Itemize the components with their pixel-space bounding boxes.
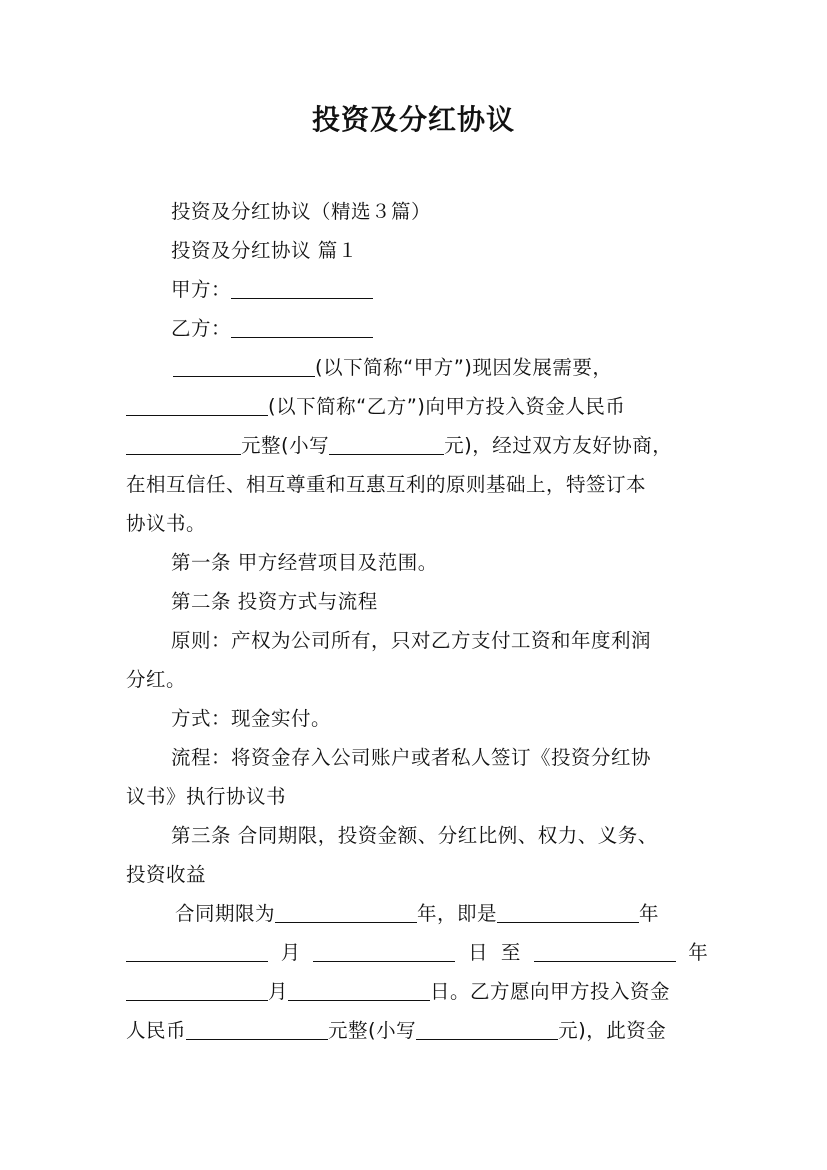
document-title: 投资及分红协议 — [311, 103, 515, 136]
term-year-that-is: 年，即是 — [417, 902, 498, 925]
party-b-blank — [231, 315, 373, 338]
term-day-invest: 日。乙方愿向甲方投入资金 — [430, 980, 671, 1003]
subtitle: 投资及分红协议（精选３篇） — [171, 200, 432, 223]
section-heading: 投资及分红协议 篇１ — [171, 239, 358, 262]
method-paragraph: 方式：现金实付。 — [171, 707, 332, 730]
process-paragraph — [126, 738, 706, 816]
article-3-paragraph — [126, 816, 706, 894]
party-a-name-blank — [173, 354, 315, 377]
intro-a-ref: (以下简称“甲方”)现因发展需要， — [315, 356, 613, 379]
article-3-line-2: 投资收益 — [126, 863, 207, 886]
intro-line-5: 协议书。 — [126, 512, 207, 535]
term-year2-label: 年 — [688, 941, 709, 964]
term-end-day-blank — [288, 978, 430, 1001]
intro-line-1 — [126, 348, 706, 387]
term-rmb-label: 人民币 — [126, 1019, 187, 1042]
term-end-year-blank — [534, 939, 676, 962]
article-2: 第二条 投资方式与流程 — [171, 590, 378, 613]
invest-amount-blank — [186, 1017, 328, 1040]
term-period-label: 合同期限为 — [175, 902, 276, 925]
amount-blank — [126, 432, 241, 455]
intro-line-3 — [126, 426, 706, 465]
invest-amount-lower-blank — [416, 1017, 558, 1040]
term-start-year-blank — [497, 900, 639, 923]
amount-lower-blank — [329, 432, 444, 455]
term-day-to-label: 日 至 — [468, 941, 521, 964]
term-yuan-whole: 元整(小写 — [328, 1019, 417, 1042]
intro-line-4: 在相互信任、相互尊重和互惠互利的原则基础上，特签订本 — [126, 473, 647, 496]
party-a-line — [126, 270, 706, 309]
term-start-day-blank — [313, 939, 455, 962]
term-year-label: 年 — [639, 902, 660, 925]
principle-paragraph — [126, 621, 706, 699]
intro-paragraph — [126, 348, 706, 543]
party-b-label: 乙方： — [171, 317, 232, 340]
party-b-line — [126, 309, 706, 348]
term-line-2 — [126, 933, 709, 972]
term-line-4 — [126, 1011, 706, 1050]
term-end-month-blank — [126, 978, 268, 1001]
principle-line-1: 原则：产权为公司所有，只对乙方支付工资和年度利润 — [171, 629, 652, 652]
term-line-1 — [126, 894, 706, 933]
article-3-line-1: 第三条 合同期限，投资金额、分红比例、权力、义务、 — [171, 824, 658, 847]
party-a-blank — [231, 276, 373, 299]
intro-amount-unit: 元整(小写 — [241, 434, 330, 457]
term-yuan-tail: 元)，此资金 — [558, 1019, 667, 1042]
article-1: 第一条 甲方经营项目及范围。 — [171, 551, 438, 574]
term-paragraph — [126, 894, 709, 1050]
term-years-blank — [275, 900, 417, 923]
party-b-name-blank — [126, 393, 268, 416]
term-month2-label: 月 — [268, 980, 289, 1003]
term-month-label: 月 — [280, 941, 301, 964]
party-a-label: 甲方： — [171, 278, 232, 301]
document-body — [126, 192, 709, 1050]
intro-amount-tail: 元)，经过双方友好协商， — [444, 434, 673, 457]
process-line-1: 流程：将资金存入公司账户或者私人签订《投资分红协 — [171, 746, 652, 769]
term-line-3 — [126, 972, 706, 1011]
intro-line-2 — [126, 387, 706, 426]
process-line-2: 议书》执行协议书 — [126, 785, 287, 808]
term-start-month-blank — [126, 939, 268, 962]
intro-b-ref: (以下简称“乙方”)向甲方投入资金人民币 — [268, 395, 626, 418]
principle-line-2: 分红。 — [126, 668, 187, 691]
